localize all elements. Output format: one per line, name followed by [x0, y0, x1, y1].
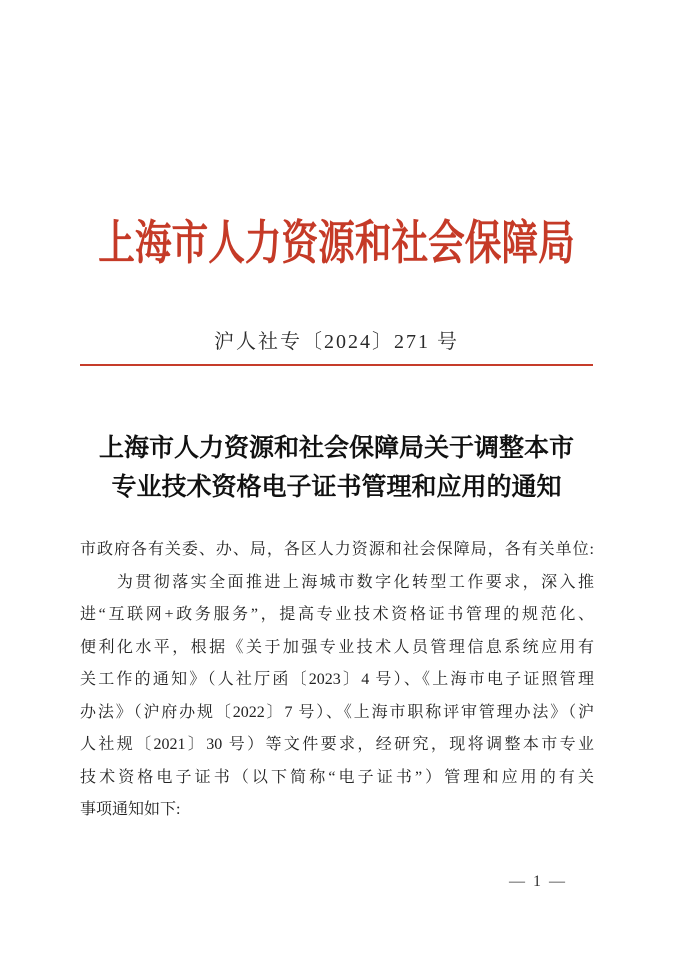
page-number: — 1 —: [509, 873, 567, 890]
body-line: 进“互联网+政务服务”，提高专业技术资格证书管理的规范化、: [80, 606, 594, 623]
letterhead-divider: [80, 364, 593, 366]
letterhead-title: 上海市人力资源和社会保障局: [98, 218, 575, 270]
body-line: 市政府各有关委、办、局，各区人力资源和社会保障局，各有关单位:: [80, 541, 594, 558]
document-title: [0, 429, 673, 507]
body-line: 办法》（沪府办规〔2022〕7 号）、《上海市职称评审管理办法》（沪: [80, 703, 594, 721]
document-title-line2: 专业技术资格电子证书管理和应用的通知: [111, 474, 562, 501]
body-line: 技术资格电子证书（以下简称“电子证书”）管理和应用的有关: [80, 768, 594, 786]
body-line: 为贯彻落实全面推进上海城市数字化转型工作要求，深入推: [80, 573, 594, 591]
document-body: [80, 534, 594, 827]
body-line: 关工作的通知》（人社厅函〔2023〕4 号）、《上海市电子证照管理: [80, 671, 594, 688]
body-line: 事项通知如下:: [80, 801, 181, 818]
document-title-line1: 上海市人力资源和社会保障局关于调整本市: [98, 435, 574, 462]
body-line: 人社规〔2021〕30 号）等文件要求，经研究，现将调整本市专业: [80, 736, 594, 753]
document-number: 沪人社专〔2024〕271 号: [214, 331, 459, 353]
body-line: 便利化水平，根据《关于加强专业技术人员管理信息系统应用有: [80, 638, 594, 656]
